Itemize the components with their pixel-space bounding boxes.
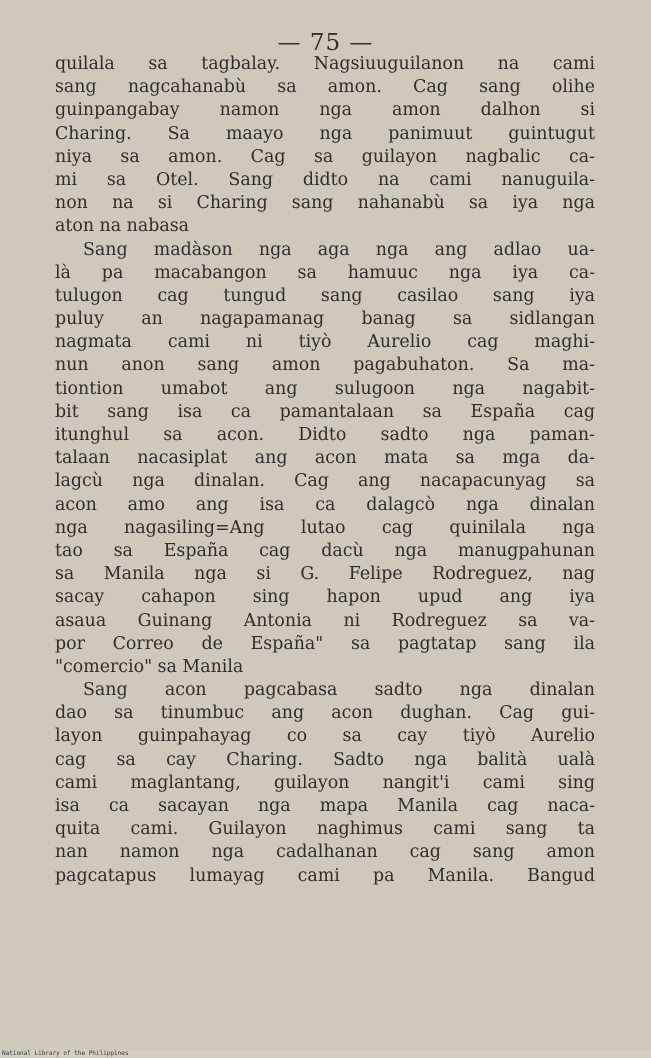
- text-line: itunghul sa acon. Didto sadto nga paman-: [55, 425, 595, 445]
- text-line: isa ca sacayan nga mapa Manila cag naca-: [55, 796, 595, 816]
- text-line: quilala sa tagbalay. Nagsiuuguilanon na cami: [55, 54, 595, 74]
- body-text: [55, 53, 595, 888]
- text-line: Sang madàson nga aga nga ang adlao ua-: [83, 239, 595, 260]
- text-line: Charing. Sa maayo nga panimuut guintugut: [55, 123, 595, 144]
- text-line: non na si Charing sang nahanabù sa iya nga: [55, 193, 595, 214]
- text-line: aton na nabasa: [55, 216, 190, 237]
- text-line: là pa macabangon sa hamuuc nga iya ca-: [55, 262, 595, 283]
- text-line: tiontion umabot ang sulugoon nga nagabit-: [55, 378, 595, 399]
- text-line: asaua Guinang Antonia ni Rodreguez sa va-: [55, 610, 595, 631]
- text-line: nga nagasiling=Ang lutao cag quinilala nga: [55, 517, 595, 538]
- text-line: tao sa España cag dacù nga manugpahunan: [55, 540, 595, 561]
- text-line: layon guinpahayag co sa cay tiyò Aurelio: [55, 726, 595, 747]
- text-line: acon amo ang isa ca dalagcò nga dinalan: [55, 494, 595, 515]
- text-line: dao sa tinumbuc ang acon dughan. Cag gui-: [55, 703, 595, 724]
- page-number: — 75 —: [277, 30, 374, 56]
- text-line: nagmata cami ni tiyò Aurelio cag maghi-: [55, 332, 595, 353]
- library-credit: National Library of the Philippines: [2, 1050, 129, 1057]
- text-line: sacay cahapon sing hapon upud ang iya: [55, 587, 595, 608]
- text-line: Sang acon pagcabasa sadto nga dinalan: [83, 680, 595, 701]
- text-line: nan namon nga cadalhanan cag sang amon: [55, 842, 595, 863]
- text-line: talaan nacasiplat ang acon mata sa mga da-: [55, 448, 595, 469]
- text-line: lagcù nga dinalan. Cag ang nacapacunyag sa: [55, 471, 595, 492]
- text-line: sa Manila nga si G. Felipe Rodreguez, nag: [55, 564, 595, 585]
- text-line: bit sang isa ca pamantalaan sa España cag: [55, 401, 595, 422]
- text-line: "comercio" sa Manila: [55, 656, 244, 677]
- text-line: nun anon sang amon pagabuhaton. Sa ma-: [55, 355, 595, 376]
- text-line: quita cami. Guilayon naghimus cami sang ta: [55, 819, 595, 840]
- text-line: mi sa Otel. Sang didto na cami nanuguila-: [55, 169, 595, 190]
- text-line: niya sa amon. Cag sa guilayon nagbalic ca-: [55, 146, 595, 167]
- text-line: cami maglantang, guilayon nangit'i cami sing: [55, 772, 595, 793]
- text-line: tulugon cag tungud sang casilao sang iya: [55, 285, 595, 306]
- text-line: por Correo de España" sa pagtatap sang ila: [55, 633, 595, 654]
- text-line: cag sa cay Charing. Sadto nga balità ualà: [55, 749, 595, 770]
- text-line: sang nagcahanabù sa amon. Cag sang olihe: [55, 77, 595, 98]
- text-line: guinpangabay namon nga amon dalhon si: [55, 100, 595, 121]
- text-line: pagcatapus lumayag cami pa Manila. Bangud: [55, 865, 595, 886]
- text-line: puluy an nagapamanag banag sa sidlangan: [55, 309, 595, 330]
